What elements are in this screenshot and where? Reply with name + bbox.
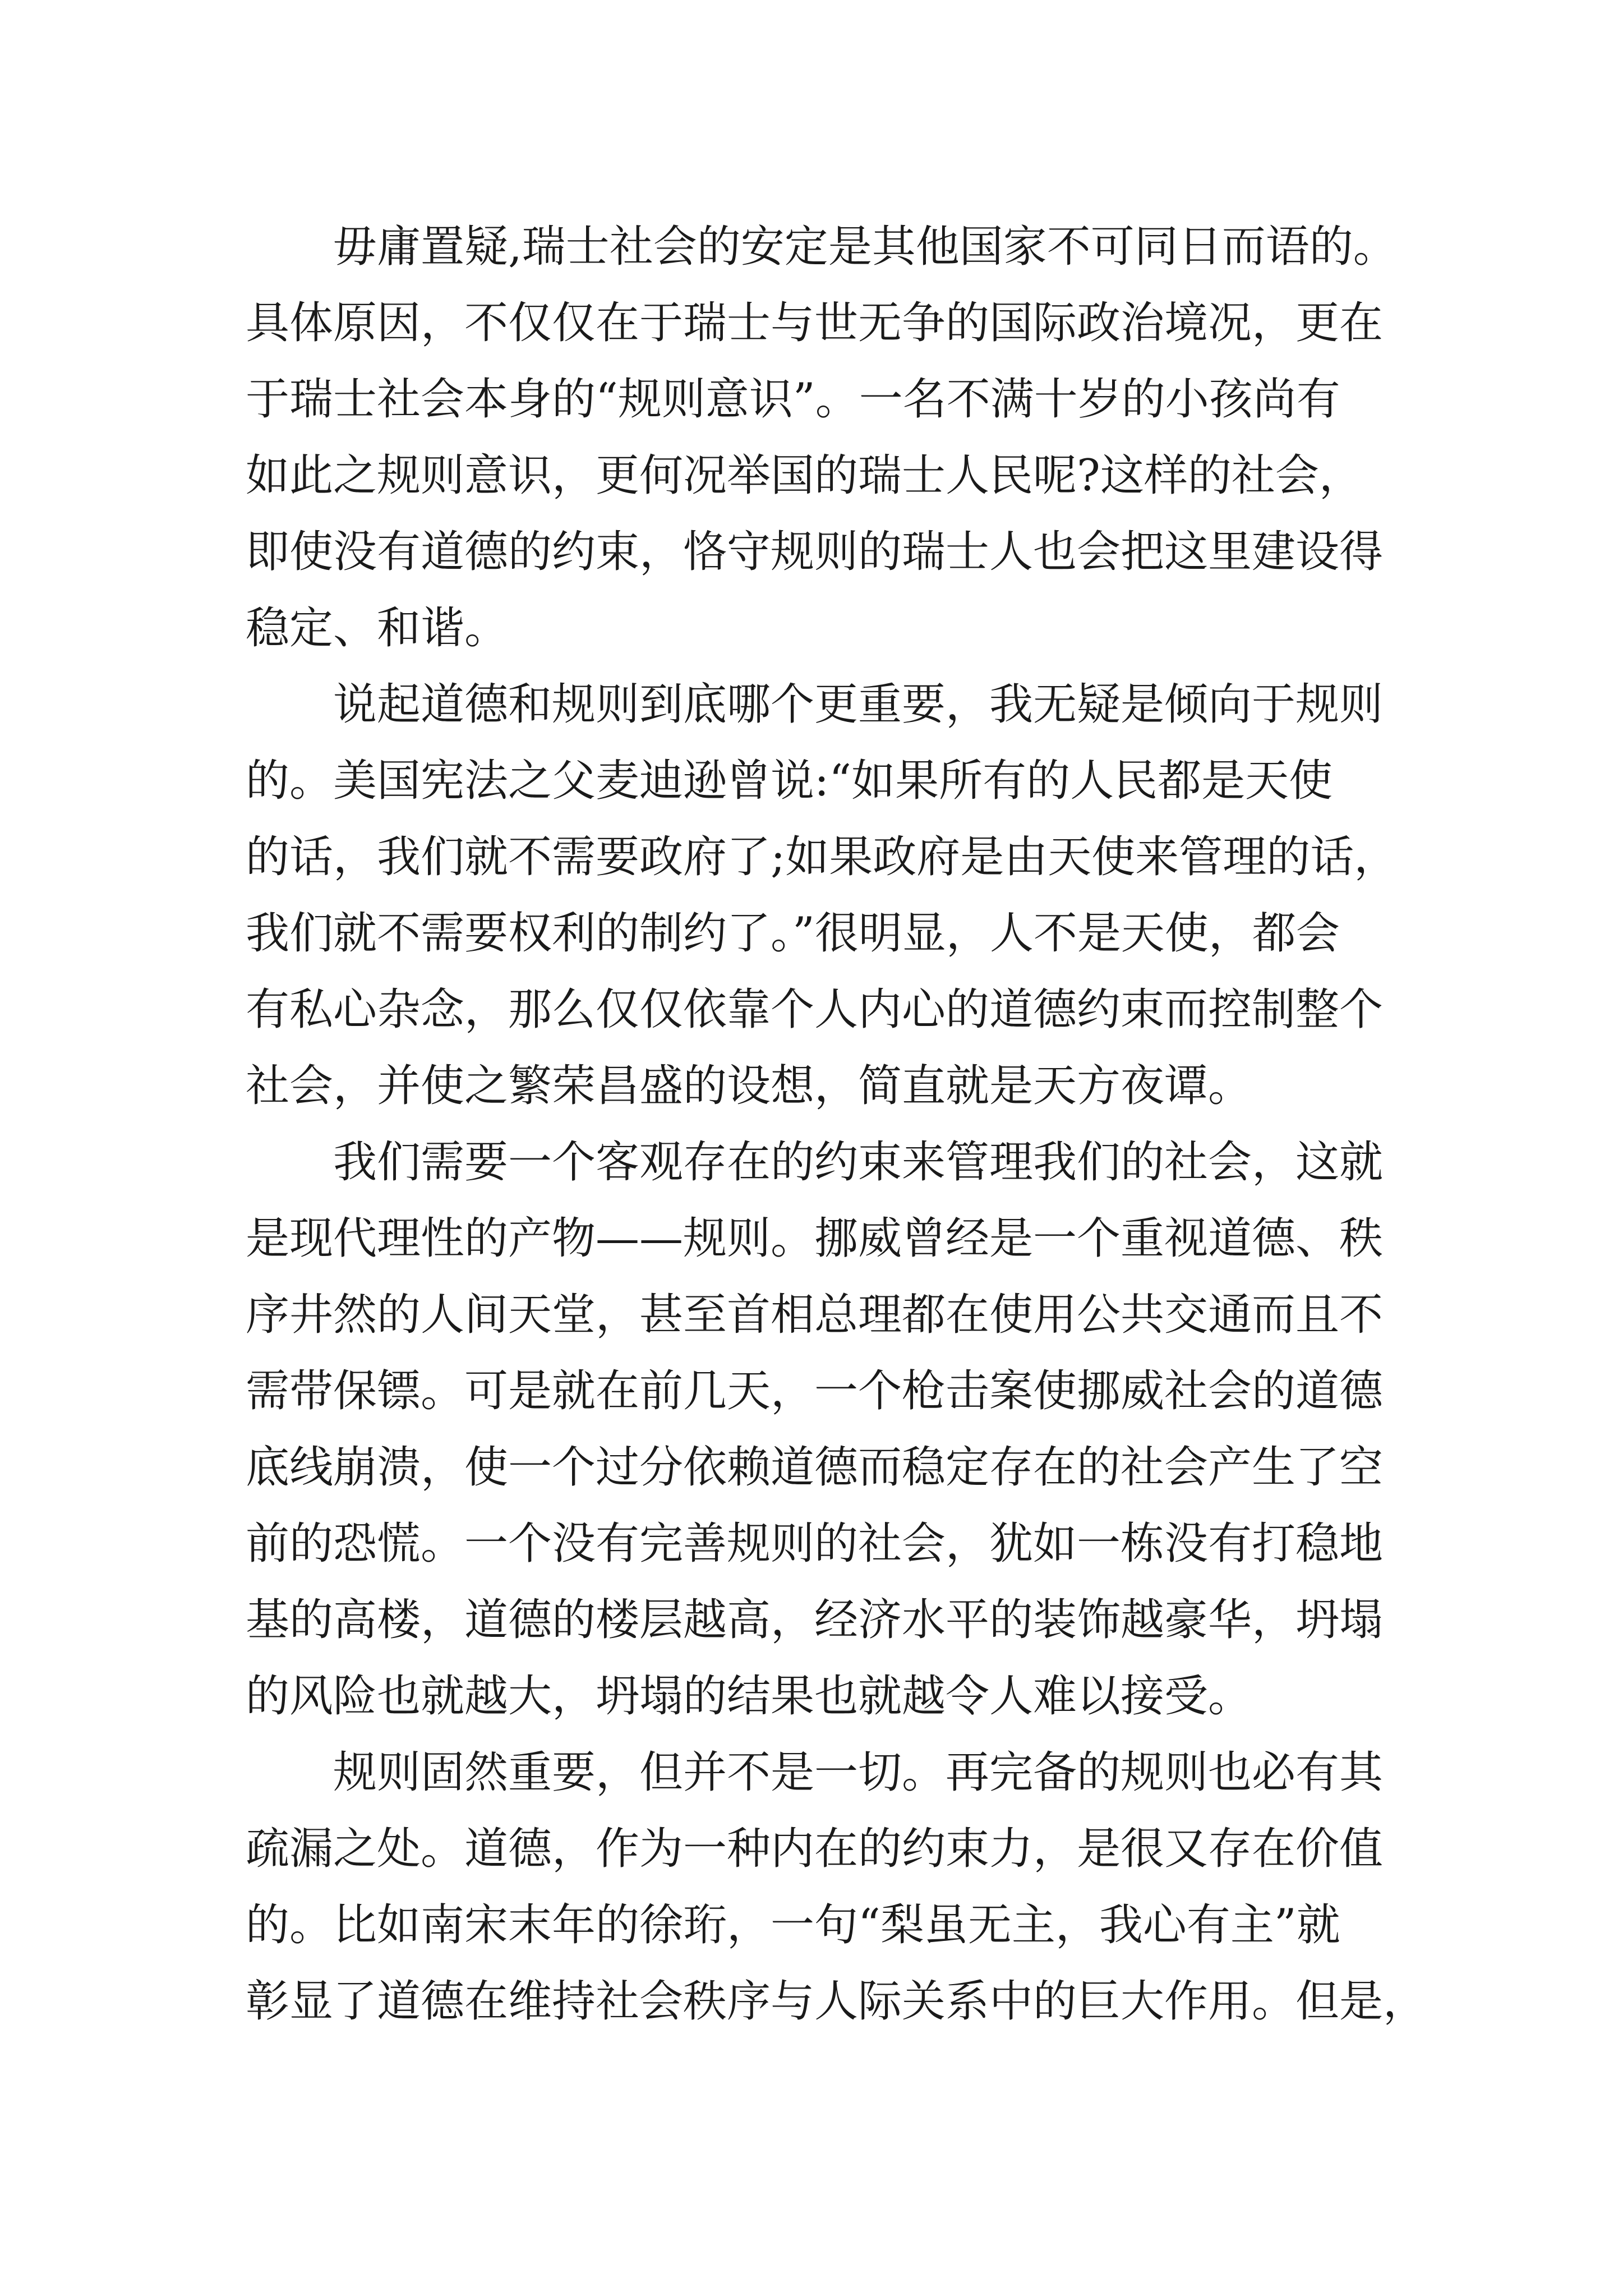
paragraph-4-line-2: 疏漏之处。道德，作为一种内在的约束力，是很又存在价值 [246,1824,1384,1874]
paragraph-1-line-4: 如此之规则意识，更何况举国的瑞士人民呢?这样的社会， [246,450,1363,501]
paragraph-2-line-5: 有私心杂念，那么仅仅依靠个人内心的道德约束而控制整个 [246,984,1384,1035]
paragraph-3-line-4: 需带保镖。可是就在前几天，一个枪击案使挪威社会的道德 [246,1366,1384,1416]
paragraph-3-line-6: 前的恐慌。一个没有完善规则的社会，犹如一栋没有打稳地 [246,1519,1384,1569]
paragraph-1-line-1: 毋庸置疑,瑞士社会的安定是其他国家不可同日而语的。 [333,222,1397,272]
paragraph-1-line-2: 具体原因，不仅仅在于瑞士与世无争的国际政治境况，更在 [246,298,1384,348]
paragraph-2-line-6: 社会，并使之繁荣昌盛的设想，简直就是天方夜谭。 [246,1061,1252,1111]
paragraph-3-line-5: 底线崩溃，使一个过分依赖道德而稳定存在的社会产生了空 [246,1442,1384,1493]
paragraph-2-line-3: 的话，我们就不需要政府了;如果政府是由天使来管理的话， [246,832,1398,882]
paragraph-2-line-1: 说起道德和规则到底哪个更重要，我无疑是倾向于规则 [333,679,1384,730]
paragraph-2-line-2: 的。美国宪法之父麦迪逊曾说:“如果所有的人民都是天使 [246,756,1333,806]
paragraph-1-line-3: 于瑞士社会本身的“规则意识”。一名不满十岁的小孩尚有 [246,374,1340,425]
essay-text [246,209,1427,2040]
paragraph-3-line-8: 的风险也就越大，坍塌的结果也就越令人难以接受。 [246,1671,1252,1722]
paragraph-3-line-1: 我们需要一个客观存在的约束来管理我们的社会，这就 [333,1137,1384,1188]
paragraph-1-line-6: 稳定、和谐。 [246,603,509,654]
paragraph-3-line-7: 基的高楼，道德的楼层越高，经济水平的装饰越豪华，坍塌 [246,1595,1384,1645]
paragraph-1-line-5: 即使没有道德的约束，恪守规则的瑞士人也会把这里建设得 [246,527,1384,577]
paragraph-4-line-4: 彰显了道德在维持社会秩序与人际关系中的巨大作用。但是， [246,1976,1427,2027]
paragraph-2-line-4: 我们就不需要权利的制约了。”很明显，人不是天使，都会 [246,908,1340,959]
paragraph-4-line-1: 规则固然重要，但并不是一切。再完备的规则也必有其 [333,1747,1384,1798]
paragraph-4-line-3: 的。比如南宋末年的徐珩，一句“梨虽无主，我心有主”就 [246,1900,1340,1950]
paragraph-3-line-3: 序井然的人间天堂，甚至首相总理都在使用公共交通而且不 [246,1290,1384,1340]
paragraph-3-line-2: 是现代理性的产物——规则。挪威曾经是一个重视道德、秩 [246,1213,1384,1264]
